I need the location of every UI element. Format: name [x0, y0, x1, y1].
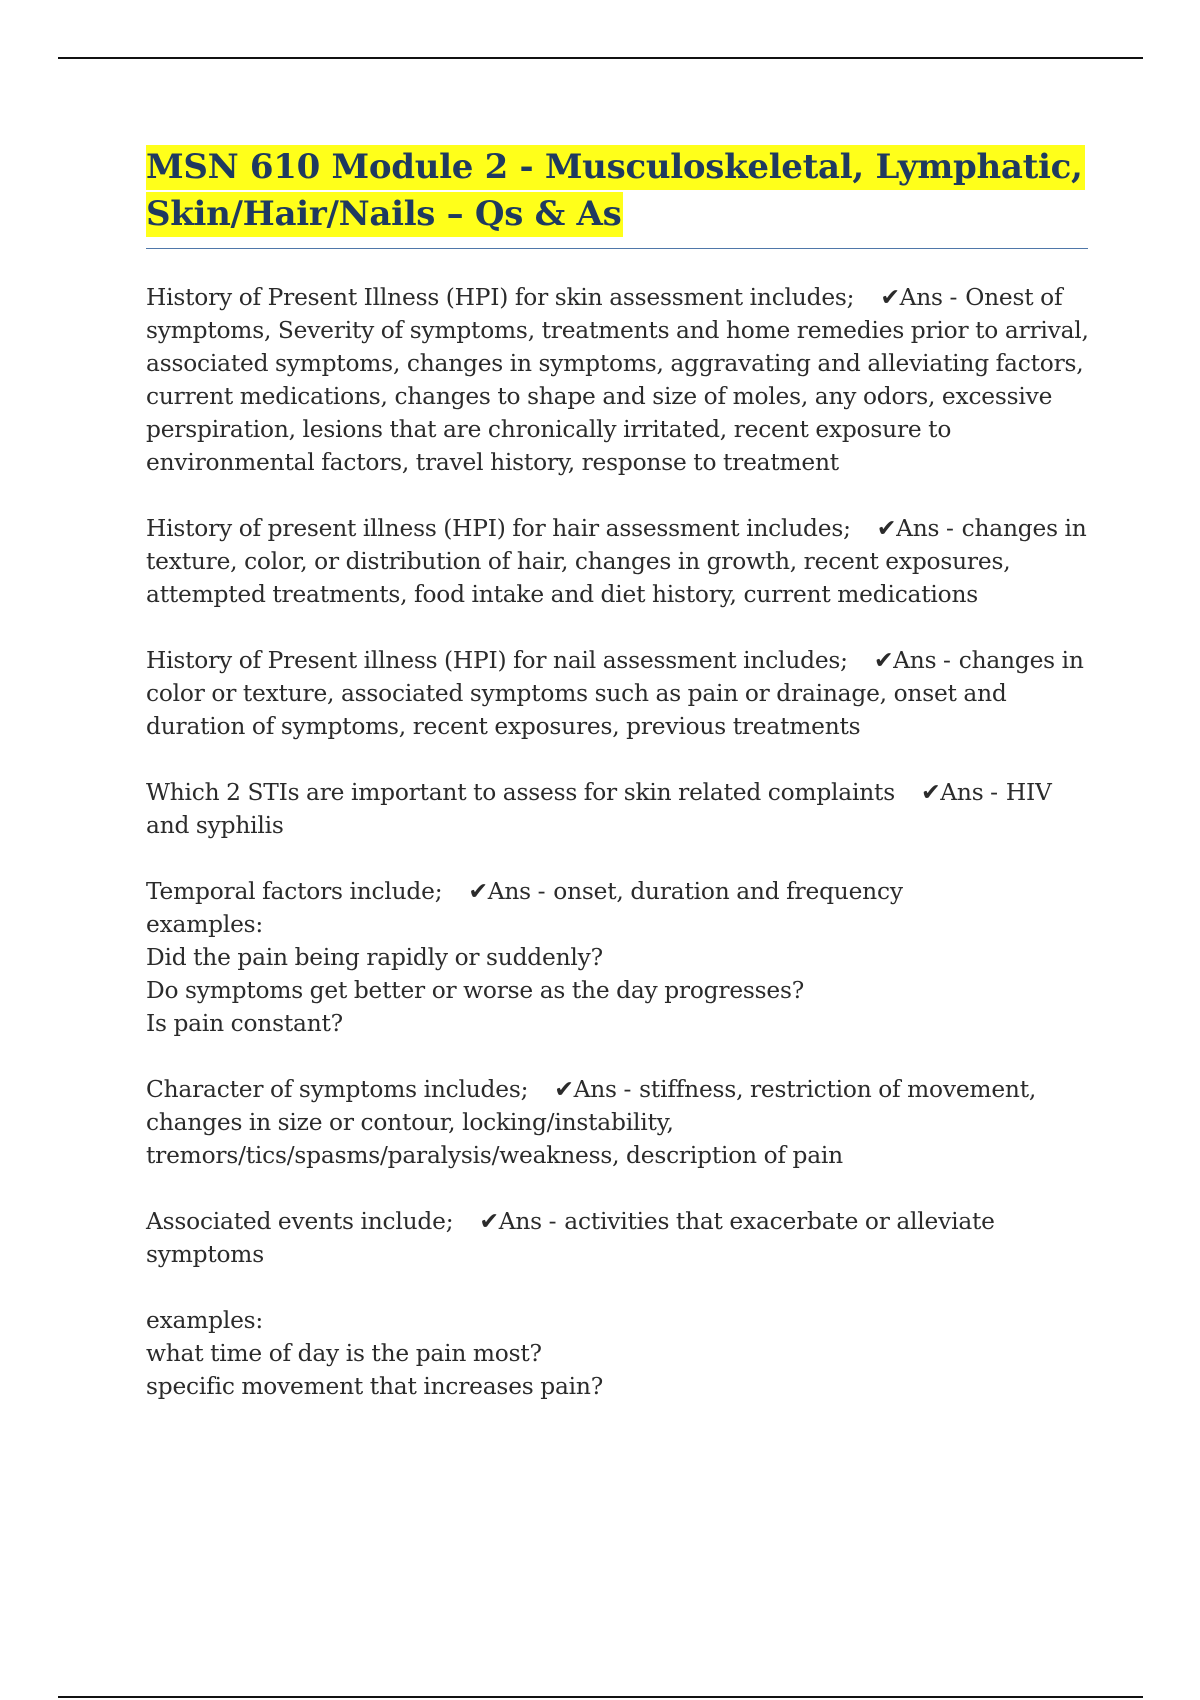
qa-item — [146, 875, 1091, 1040]
answer-text: activities that exacerbate or alleviate symptoms — [146, 1208, 995, 1268]
answer-extra-line: Do symptoms get better or worse as the day progresses? — [146, 977, 805, 1004]
answer-extra-line: examples: — [146, 1307, 264, 1334]
title-line-1: MSN 610 Module 2 - Musculoskeletal, Lymphatic, — [146, 145, 1085, 190]
answer-marker: ✔Ans - — [880, 284, 958, 311]
qa-item — [146, 644, 1091, 743]
question-text: History of Present illness (HPI) for nail assessment includes; — [146, 647, 848, 674]
qa-item — [146, 776, 1091, 842]
answer-marker: ✔Ans - — [876, 515, 954, 542]
document-body — [146, 144, 1091, 1436]
title-line-2: Skin/Hair/Nails – Qs & As — [146, 192, 623, 237]
blank-line — [146, 1271, 1091, 1304]
qa-item — [146, 512, 1091, 611]
answer-text: Onest of symptoms, Severity of symptoms, treatments and home remedies prior to arrival, associated symptoms, changes in symptoms, aggravating and alleviating factors, current medications, changes to shape and size of moles, any odors, excessive perspiration, lesions that are chronically irritated, recent exposure to environmental factors, travel history, response to treatment — [146, 284, 1089, 476]
qa-item — [146, 1205, 1091, 1403]
question-text: Which 2 STIs are important to assess for skin related complaints — [146, 779, 895, 806]
title-underline — [146, 248, 1088, 249]
answer-marker: ✔Ans - — [468, 878, 546, 905]
question-text: Temporal factors include; — [146, 878, 443, 905]
page-bottom-rule — [58, 1696, 1143, 1698]
answer-marker: ✔Ans - — [873, 647, 951, 674]
answer-text: changes in texture, color, or distribution of hair, changes in growth, recent exposures, attempted treatments, food intake and diet history, current medications — [146, 515, 1087, 608]
answer-extra-line: examples: — [146, 911, 264, 938]
question-text: History of present illness (HPI) for hair assessment includes; — [146, 515, 851, 542]
answer-extra-line: what time of day is the pain most? — [146, 1340, 542, 1367]
answer-extra-line: specific movement that increases pain? — [146, 1373, 603, 1400]
qa-item — [146, 1073, 1091, 1172]
page-top-rule — [58, 57, 1143, 59]
question-text: Associated events include; — [146, 1208, 454, 1235]
document-title — [146, 144, 1091, 238]
answer-extra-line: Did the pain being rapidly or suddenly? — [146, 944, 603, 971]
answer-text: onset, duration and frequency — [553, 878, 903, 905]
qa-list — [146, 281, 1091, 1403]
question-text: History of Present Illness (HPI) for skin assessment includes; — [146, 284, 855, 311]
answer-marker: ✔Ans - — [479, 1208, 557, 1235]
answer-marker: ✔Ans - — [920, 779, 998, 806]
question-text: Character of symptoms includes; — [146, 1076, 529, 1103]
qa-item — [146, 281, 1091, 479]
answer-text: stiffness, restriction of movement, changes in size or contour, locking/instability, tremors/tics/spasms/paralysis/weakness, description of pain — [146, 1076, 1037, 1169]
answer-text: changes in color or texture, associated symptoms such as pain or drainage, onset and duration of symptoms, recent exposures, previous treatments — [146, 647, 1084, 740]
answer-extra-line: Is pain constant? — [146, 1010, 343, 1037]
answer-text: HIV and syphilis — [146, 779, 1052, 839]
answer-marker: ✔Ans - — [554, 1076, 632, 1103]
